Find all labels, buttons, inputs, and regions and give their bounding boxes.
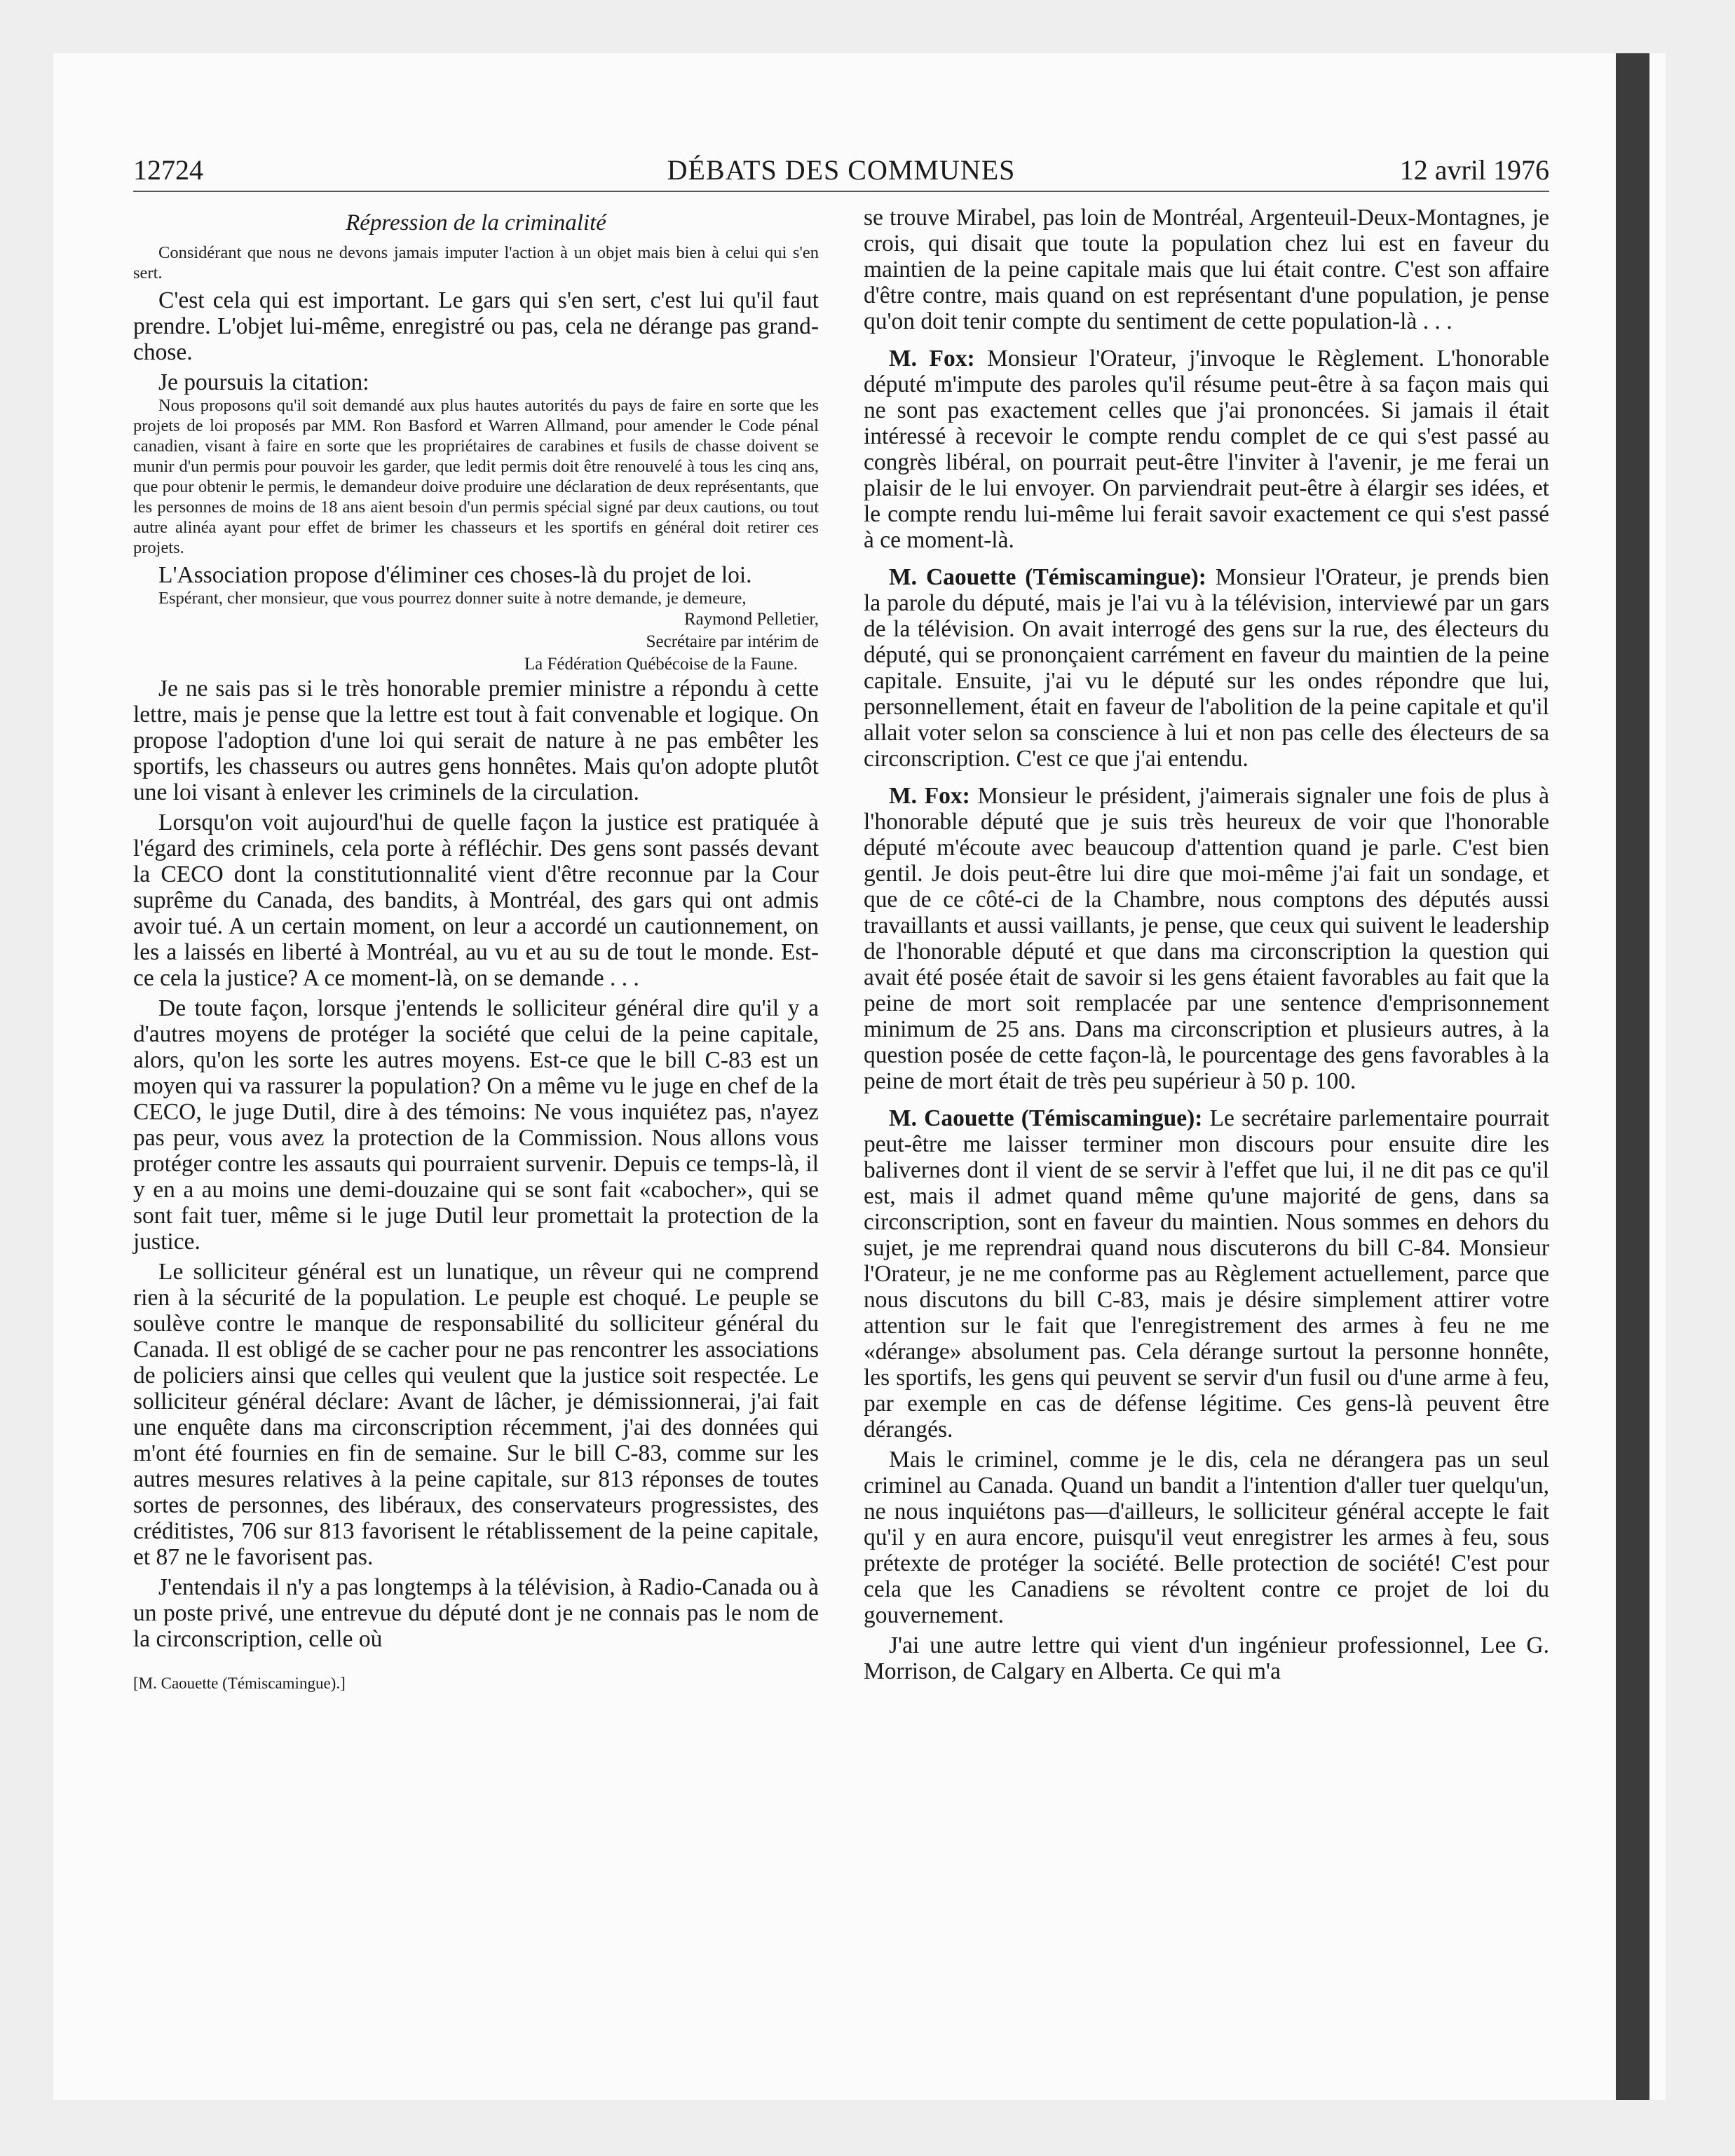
running-head [133, 153, 1549, 192]
signature-organization: La Fédération Québécoise de la Faune. [524, 655, 798, 674]
body-paragraph: se trouve Mirabel, pas loin de Montréal, Argenteuil-Deux-Montagnes, je crois, qui disait que toute la population chez lui est en faveur du maintien de la peine capitale mais que lui était contre. C'est son affaire d'être contre, mais quand on est représentant d'une population, je pense qu'on doit tenir compte du sentiment de cette population-là . . . [864, 205, 1549, 334]
speech-paragraph [864, 346, 1549, 553]
speech-text: Monsieur l'Orateur, je prends bien la parole du député, mais je l'ai vu à la télévision, interviewé par un gars de la télévision. On avait interrogé des gens sur la rue, des électeurs du député, qui se prononçaient carrément en faveur du maintien de la peine capitale. Ensuite, j'ai vu le député sur les ondes répondre que lui, personnellement, était en faveur de l'abolition de la peine capitale et qu'il allait voter selon sa conscience à lui et non pas celle des électeurs de sa circonscription. C'est ce que j'ai entendu. [864, 564, 1549, 772]
body-paragraph: J'ai une autre lettre qui vient d'un ingénieur professionnel, Lee G. Morrison, de Calgary en Alberta. Ce qui m'a [864, 1632, 1549, 1684]
quote-paragraph: Considérant que nous ne devons jamais imputer l'action à un objet mais bien à celui qui s'en sert. [133, 243, 819, 282]
speaker-name: M. Caouette (Témiscamingue): [889, 1105, 1203, 1131]
page-number: 12724 [133, 154, 203, 186]
signature-title: Secrétaire par intérim de [646, 632, 819, 651]
body-paragraph: Je poursuis la citation: [158, 369, 369, 395]
issue-date: 12 avril 1976 [1399, 154, 1549, 186]
speech-paragraph [864, 564, 1549, 772]
quote-paragraph: Espérant, cher monsieur, que vous pourrez donner suite à notre demande, je demeure, [158, 589, 747, 608]
publication-title: DÉBATS DES COMMUNES [667, 154, 1016, 186]
body-paragraph: Le solliciteur général est un lunatique, un rêveur qui ne comprend rien à la sécurité de la population. Le peuple est choqué. Le peuple se soulève contre le manque de responsabilité du solliciteur général du Canada. Il est obligé de se cacher pour ne pas rencontrer les associations de policiers ainsi que celles qui veulent que la justice soit respectée. Le solliciteur général déclare: Avant de lâcher, je démissionnerai, j'ai fait une enquête dans ma circonscription récemment, j'ai des données qui m'ont été fournies en fin de semaine. Sur le bill C-83, comme sur les autres mesures relatives à la peine capitale, sur 813 réponses de toutes sortes de personnes, des libéraux, des conservateurs progressistes, des créditistes, 706 sur 813 favorisent le rétablissement de la peine capitale, et 87 ne le favorisent pas. [133, 1259, 819, 1570]
body-paragraph: C'est cela qui est important. Le gars qui s'en sert, c'est lui qu'il faut prendre. L'objet lui-même, enregistré ou pas, cela ne dérange pas grand-chose. [133, 287, 819, 365]
body-paragraph: De toute façon, lorsque j'entends le solliciteur général dire qu'il y a d'autres moyens de protéger la société que celui de la peine capitale, alors, qu'on les sorte les autres moyens. Est-ce que le bill C-83 est un moyen qui va rassurer la population? On a même vu le juge en chef de la CECO, le juge Dutil, dire à des témoins: Ne vous inquiétez pas, n'ayez pas peur, vous avez la protection de la Commission. Nous allons vous protéger contre les assauts qui pourraient survenir. Depuis ce temps-là, il y en a au moins une demi-douzaine qui se sont fait «cabocher», qui se sont fait tuer, même si le juge Dutil leur promettait la protection de la justice. [133, 995, 819, 1255]
speaker-name: M. Fox: [889, 346, 975, 371]
signature-name: Raymond Pelletier, [683, 610, 819, 629]
speech-text: Le secrétaire parlementaire pourrait peut-être me laisser terminer mon discours pour ensuite dire les balivernes dont il vient de se servir à l'effet que lui, il ne dit pas ce qu'il est, mais il admet quand même qu'une majorité de gens, dans sa circonscription, sont en faveur du maintien. Nous sommes en dehors du sujet, je me reprendrai quand nous discuterons du bill C-84. Monsieur l'Orateur, je ne me conforme pas au Règlement actuellement, parce que nous discutons du bill C-83, mais je désire simplement attirer votre attention sur le fait que l'enregistrement des armes à feu ne me «dérange» absolument pas. Cela dérange surtout la personne honnête, les sportifs, les gens qui peuvent se servir d'un fusil ou d'une arme à feu, par exemple en cas de défense légitime. Ces gens-là peuvent être dérangés. [864, 1105, 1549, 1442]
section-title: Répression de la criminalité [346, 210, 606, 236]
right-column [864, 205, 1549, 1684]
speech-paragraph [864, 1105, 1549, 1442]
body-paragraph: Je ne sais pas si le très honorable premier ministre a répondu à cette lettre, mais je pense que la lettre est tout à fait convenable et logique. On propose l'adoption d'une loi qui serait de nature à ne pas embêter les sportifs, les chasseurs ou autres gens honnêtes. Mais qu'on adopte plutôt une loi visant à enlever les criminels de la circulation. [133, 676, 819, 805]
speech-text: Monsieur le président, j'aimerais signaler une fois de plus à l'honorable député que je suis très heureux de voir que l'honorable député m'écoute avec beaucoup d'attention quand je parle. C'est bien gentil. Je dois peut-être lui dire que moi-même j'ai fait un sondage, et que de ce côté-ci de la Chambre, nous comptons des députés aussi travaillants et aussi vaillants, je pense, que ceux qui suivent le leadership de l'honorable député et que dans ma circonscription la question qui avait été posée était de savoir si les gens étaient favorables au fait que la peine de mort soit remplacée par une sentence d'emprisonnement minimum de 25 ans. Dans ma circonscription et plusieurs autres, à la question posée de cette façon-là, le pourcentage des gens favorables à la peine de mort était de très peu supérieur à 50 p. 100. [864, 783, 1549, 1094]
body-paragraph: J'entendais il n'y a pas longtemps à la télévision, à Radio-Canada ou à un poste privé, une entrevue du député dont je ne connais pas le nom de la circonscription, celle où [133, 1574, 819, 1652]
speaker-footnote: [M. Caouette (Témiscamingue).] [133, 1674, 346, 1692]
speaker-name: M. Fox: [889, 783, 970, 809]
quote-paragraph: Nous proposons qu'il soit demandé aux plus hautes autorités du pays de faire en sorte que les projets de loi proposés par MM. Ron Basford et Warren Allmand, pour amender le Code pénal canadien, visant à faire en sorte que les propriétaires de carabines et fusils de chasse doivent se munir d'un permis pour pouvoir les garder, que ledit permis doit être renouvelé à tous les cinq ans, que pour obtenir le permis, le demandeur doive produire une déclaration de deux représentants, que les personnes de moins de 18 ans aient besoin d'un permis spécial signé par deux cautions, ou tout autre alinéa ayant pour effet de brimer les chasseurs et les sportifs en général doit retirer ces projets. [133, 396, 819, 557]
speech-text: Monsieur l'Orateur, j'invoque le Règlement. L'honorable député m'impute des paroles qu'il résume peut-être à sa façon mais qui ne sont pas exactement celles que j'ai prononcées. Si jamais il était intéressé à recevoir le compte rendu complet de ce qui s'est passé au congrès libéral, on pourrait peut-être l'inviter à l'avenir, je me ferai un plaisir de le lui envoyer. On parviendrait peut-être à élargir ses idées, et le compte rendu lui-même lui ferait savoir exactement ce qui s'est passé à ce moment-là. [864, 346, 1549, 553]
left-column [133, 205, 819, 1694]
body-paragraph: Mais le criminel, comme je le dis, cela ne dérangera pas un seul criminel au Canada. Quand un bandit a l'intention d'aller tuer quelqu'un, ne nous inquiétons pas—d'ailleurs, le solliciteur général accepte le fait qu'il y en aura encore, puisqu'il veut enregistrer les armes à feu, sous prétexte de protéger la société. Belle protection de société! C'est pour cela que les Canadiens se révoltent contre ce projet de loi du gouvernement. [864, 1447, 1549, 1628]
body-paragraph: Lorsqu'on voit aujourd'hui de quelle façon la justice est pratiquée à l'égard des criminels, cela porte à réfléchir. Des gens sont passés devant la CECO dont la constitutionnalité vient d'être reconnue par la Cour suprême du Canada, des bandits, à Montréal, des gars qui ont admis avoir tué. A un certain moment, on leur a accordé un cautionnement, on les a laissés en liberté à Montréal, au vu et au su de tout le monde. Est-ce cela la justice? A ce moment-là, on se demande . . . [133, 810, 819, 991]
speech-paragraph [864, 783, 1549, 1094]
speaker-name: M. Caouette (Témiscamingue): [889, 564, 1206, 590]
body-paragraph: L'Association propose d'éliminer ces choses-là du projet de loi. [158, 562, 752, 588]
binding-edge [1616, 53, 1649, 2100]
